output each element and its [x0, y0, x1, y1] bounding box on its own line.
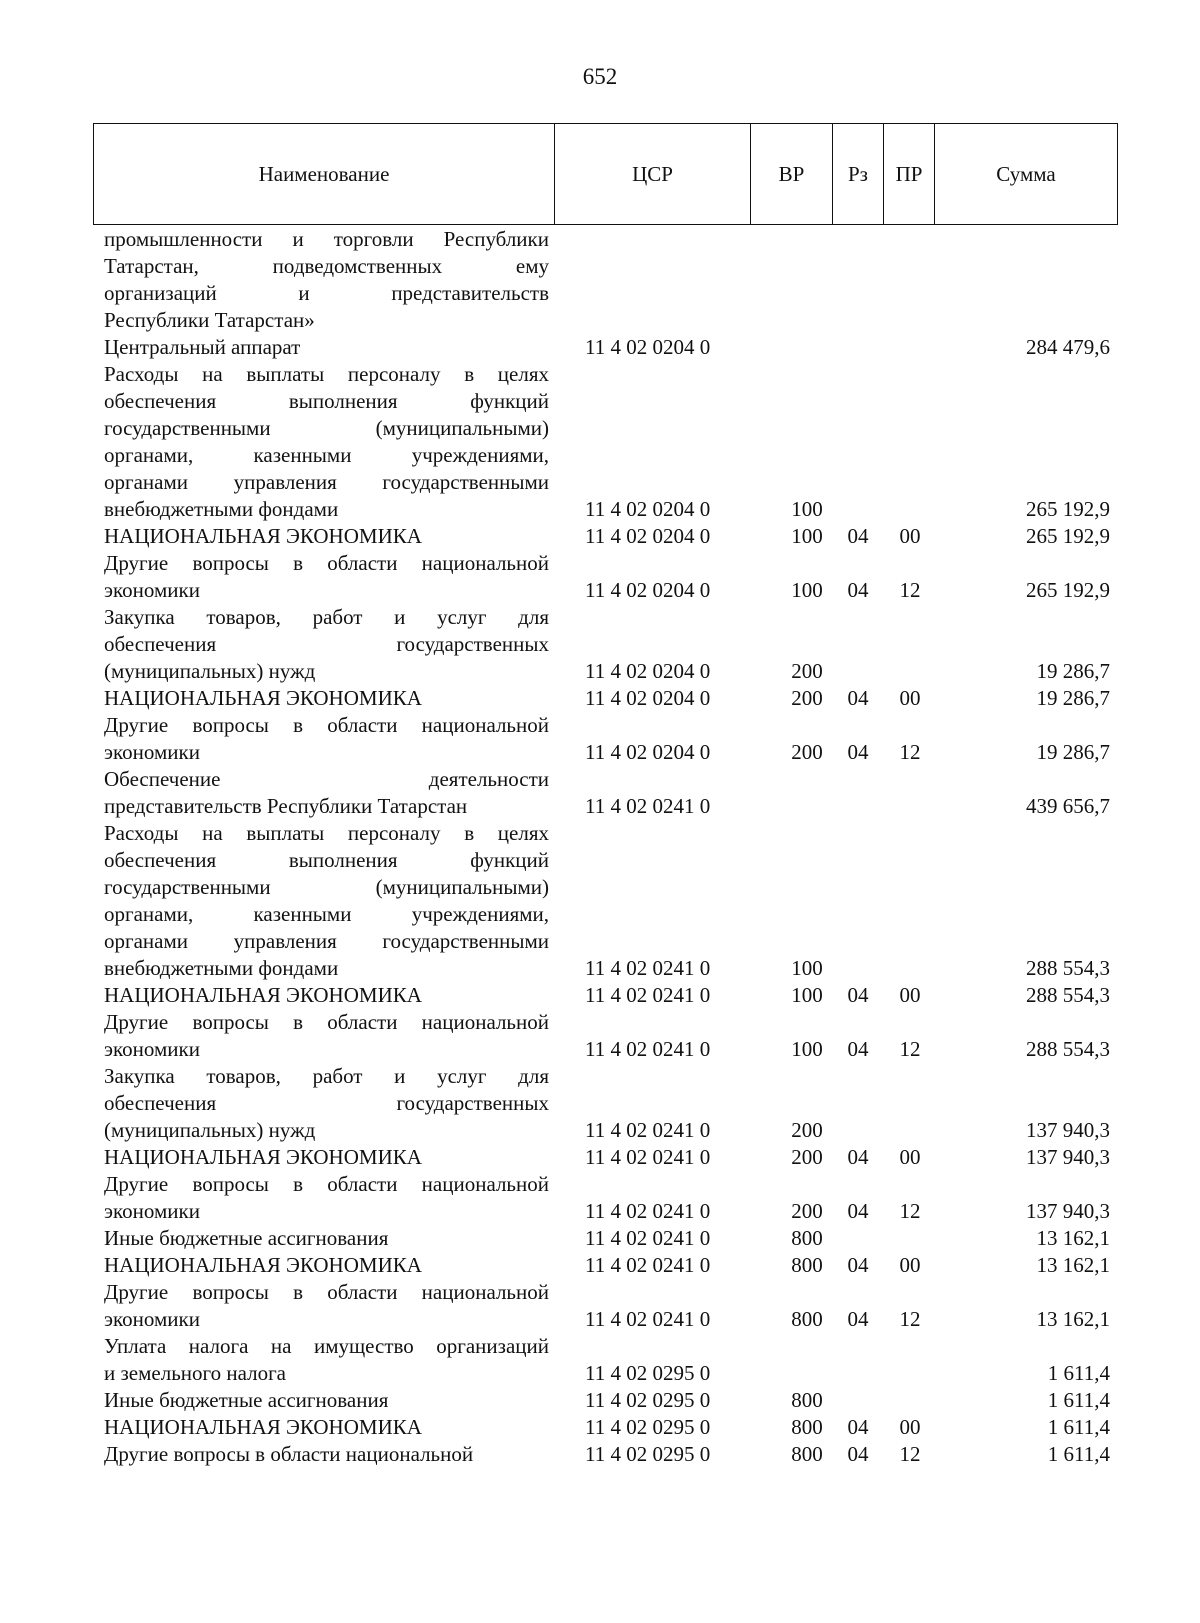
- row-name-line: Другие вопросы в области национальной: [104, 1442, 474, 1466]
- row-csr: 11 4 02 0241 0: [585, 1226, 711, 1250]
- row-name: [104, 766, 549, 820]
- row-vr: 800: [791, 1388, 823, 1412]
- table-row: [0, 1063, 1200, 1144]
- row-rz: 04: [847, 1037, 869, 1061]
- table-row: [0, 1279, 1200, 1333]
- table-row: [0, 361, 1200, 523]
- row-name-line: органами, казенными учреждениями,: [104, 902, 549, 926]
- row-csr: 11 4 02 0241 0: [585, 983, 711, 1007]
- row-pr: 00: [899, 1415, 921, 1439]
- row-name-line: экономики: [104, 1307, 200, 1331]
- row-rz: 04: [847, 1253, 869, 1277]
- row-name-line: промышленности и торговли Республики: [104, 227, 549, 251]
- row-name-line: Закупка товаров, работ и услуг для: [104, 605, 549, 629]
- table-row: [0, 820, 1200, 982]
- row-name-line: государственными (муниципальными): [104, 416, 549, 440]
- table-row: [0, 712, 1200, 766]
- row-name-line: обеспечения выполнения функций: [104, 848, 549, 872]
- row-name-line: Иные бюджетные ассигнования: [104, 1226, 389, 1250]
- row-vr: 100: [791, 497, 823, 521]
- row-csr: 11 4 02 0295 0: [585, 1415, 711, 1439]
- table-row: [0, 1009, 1200, 1063]
- row-vr: 200: [791, 740, 823, 764]
- table-row: [0, 1414, 1200, 1441]
- table-header: [93, 123, 1118, 225]
- row-sum: 1 611,4: [1047, 1361, 1110, 1385]
- row-sum: 1 611,4: [1047, 1442, 1110, 1466]
- table-row: [0, 1144, 1200, 1171]
- row-sum: 265 192,9: [1026, 578, 1110, 602]
- row-csr: 11 4 02 0204 0: [585, 497, 711, 521]
- row-rz: 04: [847, 686, 869, 710]
- row-csr: 11 4 02 0204 0: [585, 524, 711, 548]
- row-sum: 439 656,7: [1026, 794, 1110, 818]
- row-pr: 00: [899, 1145, 921, 1169]
- row-sum: 19 286,7: [1036, 659, 1110, 683]
- row-name-line: НАЦИОНАЛЬНАЯ ЭКОНОМИКА: [104, 524, 422, 548]
- row-name-line: Закупка товаров, работ и услуг для: [104, 1064, 549, 1088]
- row-name-line: (муниципальных) нужд: [104, 1118, 316, 1142]
- row-name: [104, 550, 549, 604]
- row-vr: 800: [791, 1307, 823, 1331]
- row-name: [104, 685, 549, 712]
- row-name-line: органами, казенными учреждениями,: [104, 443, 549, 467]
- row-rz: 04: [847, 1199, 869, 1223]
- row-sum: 13 162,1: [1036, 1307, 1110, 1331]
- row-pr: 00: [899, 983, 921, 1007]
- row-vr: 100: [791, 983, 823, 1007]
- row-pr: 00: [899, 524, 921, 548]
- row-name-line: представительств Республики Татарстан: [104, 794, 468, 818]
- row-name-line: органами управления государственными: [104, 929, 549, 953]
- row-name: [104, 1441, 549, 1468]
- row-csr: 11 4 02 0241 0: [585, 1037, 711, 1061]
- row-csr: 11 4 02 0241 0: [585, 1199, 711, 1223]
- row-vr: 800: [791, 1253, 823, 1277]
- row-rz: 04: [847, 524, 869, 548]
- row-rz: 04: [847, 1415, 869, 1439]
- row-vr: 100: [791, 956, 823, 980]
- row-name-line: Иные бюджетные ассигнования: [104, 1388, 389, 1412]
- row-name-line: Другие вопросы в области национальной: [104, 1172, 549, 1196]
- table-row: [0, 334, 1200, 361]
- row-sum: 137 940,3: [1026, 1199, 1110, 1223]
- row-name: [104, 1252, 549, 1279]
- row-name-line: экономики: [104, 1037, 200, 1061]
- row-sum: 265 192,9: [1026, 524, 1110, 548]
- row-vr: 800: [791, 1226, 823, 1250]
- row-name-line: НАЦИОНАЛЬНАЯ ЭКОНОМИКА: [104, 686, 422, 710]
- row-name-line: Расходы на выплаты персоналу в целях: [104, 362, 549, 386]
- row-name-line: организаций и представительств: [104, 281, 549, 305]
- row-csr: 11 4 02 0241 0: [585, 956, 711, 980]
- row-vr: 100: [791, 578, 823, 602]
- row-pr: 12: [899, 1037, 921, 1061]
- row-sum: 19 286,7: [1036, 686, 1110, 710]
- row-csr: 11 4 02 0295 0: [585, 1388, 711, 1412]
- row-name-line: Другие вопросы в области национальной: [104, 1280, 549, 1304]
- row-name: [104, 604, 549, 685]
- row-sum: 284 479,6: [1026, 335, 1110, 359]
- row-vr: 100: [791, 524, 823, 548]
- row-vr: 200: [791, 1199, 823, 1223]
- row-sum: 288 554,3: [1026, 983, 1110, 1007]
- row-csr: 11 4 02 0241 0: [585, 1118, 711, 1142]
- page-number: 652: [582, 64, 618, 89]
- row-name-line: обеспечения выполнения функций: [104, 389, 549, 413]
- header-sum: Сумма: [996, 161, 1056, 186]
- row-sum: 288 554,3: [1026, 1037, 1110, 1061]
- table-row: [0, 1225, 1200, 1252]
- row-name: [104, 1009, 549, 1063]
- row-csr: 11 4 02 0204 0: [585, 335, 711, 359]
- row-rz: 04: [847, 1442, 869, 1466]
- row-vr: 200: [791, 1118, 823, 1142]
- table-row: [0, 982, 1200, 1009]
- row-name-line: экономики: [104, 1199, 200, 1223]
- row-pr: 12: [899, 1442, 921, 1466]
- row-name: [104, 712, 549, 766]
- row-rz: 04: [847, 578, 869, 602]
- row-name-line: внебюджетными фондами: [104, 497, 339, 521]
- row-csr: 11 4 02 0295 0: [585, 1361, 711, 1385]
- table-row: [0, 604, 1200, 685]
- table-row: [0, 766, 1200, 820]
- row-name: [104, 1225, 549, 1252]
- row-name-line: НАЦИОНАЛЬНАЯ ЭКОНОМИКА: [104, 1415, 422, 1439]
- row-sum: 137 940,3: [1026, 1118, 1110, 1142]
- row-sum: 265 192,9: [1026, 497, 1110, 521]
- table-row: [0, 1333, 1200, 1387]
- row-name-line: органами управления государственными: [104, 470, 549, 494]
- header-pr: ПР: [884, 124, 935, 224]
- row-name: [104, 334, 549, 361]
- table-row: [0, 226, 1200, 334]
- header-name: Наименование: [94, 124, 555, 224]
- row-name-line: (муниципальных) нужд: [104, 659, 316, 683]
- row-name-line: Центральный аппарат: [104, 335, 301, 359]
- row-name: [104, 1279, 549, 1333]
- row-sum: 19 286,7: [1036, 740, 1110, 764]
- row-csr: 11 4 02 0241 0: [585, 1145, 711, 1169]
- row-name-line: обеспечения государственных: [104, 1091, 549, 1115]
- row-pr: 12: [899, 740, 921, 764]
- row-vr: 800: [791, 1415, 823, 1439]
- row-pr: 00: [899, 686, 921, 710]
- row-csr: 11 4 02 0204 0: [585, 578, 711, 602]
- row-name: [104, 1063, 549, 1144]
- row-pr: 12: [899, 1307, 921, 1331]
- row-name-line: Татарстан, подведомственных ему: [104, 254, 549, 278]
- row-sum: 137 940,3: [1026, 1145, 1110, 1169]
- row-csr: 11 4 02 0204 0: [585, 659, 711, 683]
- row-rz: 04: [847, 1145, 869, 1169]
- row-name-line: Обеспечение деятельности: [104, 767, 549, 791]
- row-name: [104, 226, 549, 334]
- row-csr: 11 4 02 0241 0: [585, 794, 711, 818]
- row-name-line: НАЦИОНАЛЬНАЯ ЭКОНОМИКА: [104, 1145, 422, 1169]
- row-name: [104, 982, 549, 1009]
- row-name: [104, 820, 549, 982]
- row-name-line: внебюджетными фондами: [104, 956, 339, 980]
- row-csr: 11 4 02 0241 0: [585, 1307, 711, 1331]
- row-name: [104, 361, 549, 523]
- row-sum: 1 611,4: [1047, 1415, 1110, 1439]
- table-row: [0, 523, 1200, 550]
- row-name-line: экономики: [104, 578, 200, 602]
- row-pr: 12: [899, 1199, 921, 1223]
- row-csr: 11 4 02 0204 0: [585, 740, 711, 764]
- table-row: [0, 685, 1200, 712]
- row-sum: 1 611,4: [1047, 1388, 1110, 1412]
- table-row: [0, 1171, 1200, 1225]
- row-name-line: и земельного налога: [104, 1361, 287, 1385]
- row-name-line: экономики: [104, 740, 200, 764]
- row-name: [104, 1387, 549, 1414]
- row-vr: 800: [791, 1442, 823, 1466]
- row-name-line: Другие вопросы в области национальной: [104, 1010, 549, 1034]
- table-row: [0, 1387, 1200, 1414]
- row-name-line: Республики Татарстан»: [104, 308, 315, 332]
- row-vr: 200: [791, 1145, 823, 1169]
- row-csr: 11 4 02 0204 0: [585, 686, 711, 710]
- row-csr: 11 4 02 0295 0: [585, 1442, 711, 1466]
- row-name-line: Уплата налога на имущество организаций: [104, 1334, 549, 1358]
- row-name-line: НАЦИОНАЛЬНАЯ ЭКОНОМИКА: [104, 983, 422, 1007]
- row-name-line: Расходы на выплаты персоналу в целях: [104, 821, 549, 845]
- row-vr: 200: [791, 686, 823, 710]
- table-row: [0, 550, 1200, 604]
- row-pr: 12: [899, 578, 921, 602]
- row-name: [104, 523, 549, 550]
- row-name-line: обеспечения государственных: [104, 632, 549, 656]
- row-name: [104, 1414, 549, 1441]
- row-rz: 04: [847, 1307, 869, 1331]
- row-name: [104, 1144, 549, 1171]
- row-name: [104, 1171, 549, 1225]
- row-csr: 11 4 02 0241 0: [585, 1253, 711, 1277]
- row-vr: 200: [791, 659, 823, 683]
- header-rz: Рз: [833, 124, 884, 224]
- row-name-line: Другие вопросы в области национальной: [104, 713, 549, 737]
- row-sum: 13 162,1: [1036, 1226, 1110, 1250]
- row-name-line: государственными (муниципальными): [104, 875, 549, 899]
- row-name-line: НАЦИОНАЛЬНАЯ ЭКОНОМИКА: [104, 1253, 422, 1277]
- row-vr: 100: [791, 1037, 823, 1061]
- row-sum: 288 554,3: [1026, 956, 1110, 980]
- header-vr: ВР: [751, 124, 833, 224]
- row-name: [104, 1333, 549, 1387]
- table-row: [0, 1441, 1200, 1468]
- row-name-line: Другие вопросы в области национальной: [104, 551, 549, 575]
- row-rz: 04: [847, 740, 869, 764]
- table-row: [0, 1252, 1200, 1279]
- row-sum: 13 162,1: [1036, 1253, 1110, 1277]
- header-csr: ЦСР: [555, 124, 751, 224]
- row-pr: 00: [899, 1253, 921, 1277]
- row-rz: 04: [847, 983, 869, 1007]
